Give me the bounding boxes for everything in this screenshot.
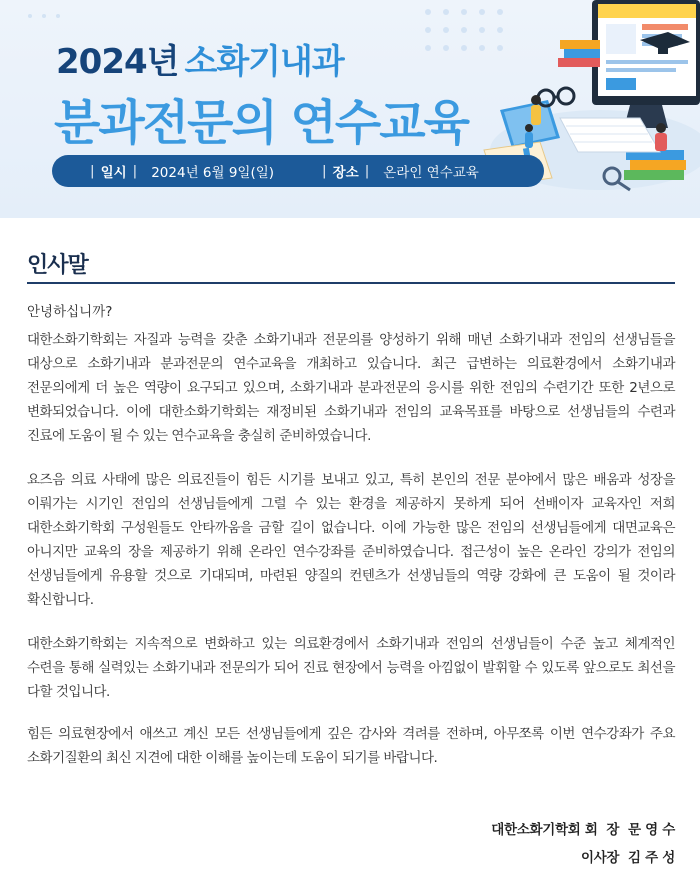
person-figure bbox=[655, 123, 667, 151]
salutation: 안녕하십니까? bbox=[27, 304, 113, 320]
title-department: 소화기내과 bbox=[184, 42, 344, 82]
person-figure bbox=[525, 124, 533, 148]
divider-mark: | bbox=[90, 163, 95, 179]
event-title-main: 분과전문의 연수교육 bbox=[54, 95, 469, 151]
section-title: 인사말 bbox=[27, 253, 88, 278]
monitor-icon bbox=[592, 0, 700, 128]
date-label: 일시 bbox=[100, 165, 127, 181]
date-value: 2024년 6월 9일(일) bbox=[151, 165, 275, 181]
paragraph-4: 힘든 의료현장에서 애쓰고 계신 모든 선생님들에게 깊은 감사와 격려를 전하며, 아무쪼록 이번 연수강좌가 주요 소화기질환의 최신 지견에 대한 이해를 높이는데 도움이 되기를 바랍니다. bbox=[27, 726, 675, 766]
place-label: 장소 bbox=[332, 165, 359, 181]
paragraph-1: 대한소화기학회는 자질과 능력을 갖춘 소화기내과 전문의를 양성하기 위해 매년 소화기내과 전임의 선생님들을 대상으로 소화기내과 분과전문의 연수교육을 개최하고 있습니다. 최근 급변하는 의료환경에서 소화기내과 전문의에게 더 높은 역량이 요구되고 있으며, 소화기내과 분과전문의 응시를 위한 전임의 수련기간 또한 2년으로 변화되었습니다. 이에 대한소화기학회는 재정비된 소화기내과 전임의 교육목표를 바탕으로 선생님들의 수련과 진료에 도움이 될 수 있는 연수교육을 충실히 준비하였습니다. bbox=[27, 332, 675, 444]
paragraph-3: 대한소화기학회는 지속적으로 변화하고 있는 의료환경에서 소화기내과 전임의 선생님들이 수준 높고 체계적인 수련을 통해 실력있는 소화기내과 전문의가 되어 진료 현장에서 능력을 아낌없이 발휘할 수 있도록 앞으로도 최선을 다할 것입니다. bbox=[27, 636, 675, 700]
paragraph-2: 요즈음 의료 사태에 많은 의료진들이 힘든 시기를 보내고 있고, 특히 본인의 전문 분야에서 많은 배움과 성장을 이뤄가는 시기인 전임의 선생님들에게 그럴 수 있는 환경을 제공하지 못하게 되어 선배이자 교육자인 저희 대한소화기학회 구성원들도 안타까움을 금할 길이 없습니다. 이에 가능한 많은 전임의 선생님들에게 대면교육은 아니지만 교육의 장을 제공하기 위해 온라인 연수강좌를 준비하였습니다. 접근성이 높은 온라인 강의가 전임의 선생님들에게 유용할 것으로 기대되며, 마련된 양질의 컨텐츠가 선생님들의 역량 강화에 큰 도움이 될 것이라 확신합니다. bbox=[27, 472, 675, 608]
divider-mark: | bbox=[364, 163, 370, 179]
section-divider bbox=[27, 282, 675, 284]
person-figure bbox=[531, 95, 541, 125]
divider-mark: | bbox=[322, 163, 327, 179]
signature-president: 대한소화기학회 회 장 문 영 수 bbox=[491, 822, 675, 838]
place-value: 온라인 연수교육 bbox=[383, 165, 479, 181]
event-info-bar bbox=[52, 155, 544, 187]
divider-mark: | bbox=[132, 163, 138, 179]
header-banner bbox=[0, 0, 700, 218]
event-title-year bbox=[56, 34, 344, 83]
title-year: 2024년 bbox=[56, 42, 179, 82]
signature-chairman: 이사장 김 주 성 bbox=[580, 850, 675, 866]
